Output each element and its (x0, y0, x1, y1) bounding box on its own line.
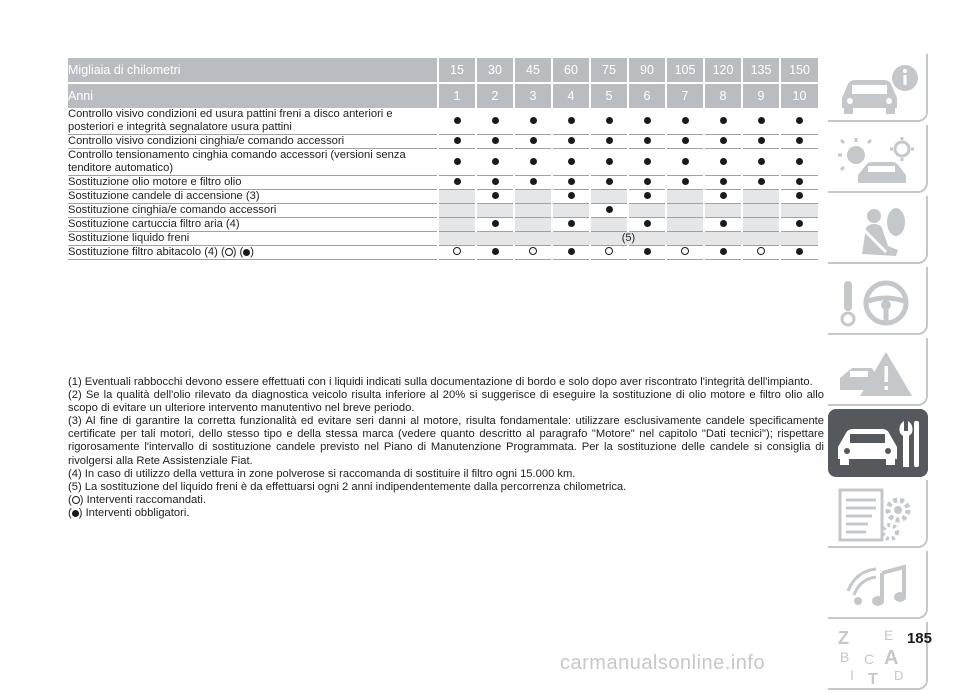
schedule-cell (590, 204, 628, 218)
maintenance-schedule-table (68, 58, 818, 260)
km-header-cell: 30 (476, 58, 514, 83)
schedule-cell (704, 246, 742, 260)
footnote-1: (1) Eventuali rabbocchi devono essere effettuati con i liquidi indicati sulla documentazione di bordo e solo dopo aver riscontrato l'integrità dell'impianto. (68, 376, 813, 388)
mandatory-dot-icon (568, 117, 575, 124)
schedule-cell (666, 190, 704, 204)
mandatory-dot-icon (758, 178, 765, 185)
operation-label-text: ) ( (232, 246, 244, 258)
schedule-cell (742, 246, 780, 260)
emergency-warning-icon (828, 338, 928, 406)
schedule-cell (590, 135, 628, 149)
mandatory-dot-icon (644, 137, 651, 144)
mandatory-dot-icon (644, 158, 651, 165)
schedule-cell (552, 149, 590, 176)
sidebar-tab-dashboard[interactable] (828, 125, 928, 193)
schedule-cell (780, 135, 818, 149)
legend-recommended-open: ( (68, 493, 72, 506)
mandatory-dot-icon (644, 248, 651, 255)
schedule-cell (628, 218, 666, 232)
car-info-icon (828, 54, 928, 122)
schedule-cell (628, 135, 666, 149)
km-header-cell: 45 (514, 58, 552, 83)
mandatory-dot-icon (796, 117, 803, 124)
sidebar-tab-technical-data[interactable] (828, 480, 928, 548)
footnotes (68, 376, 824, 520)
index-letter-c: C (864, 651, 875, 667)
year-header-cell: 4 (552, 83, 590, 108)
mandatory-dot-icon (720, 220, 727, 227)
schedule-cell (666, 218, 704, 232)
schedule-cell (514, 135, 552, 149)
mandatory-dot-icon (682, 117, 689, 124)
schedule-cell (476, 246, 514, 260)
schedule-cell (514, 218, 552, 232)
footnote-2: (2) Se la qualità dell'olio rilevato da diagnostica veicolo risulta inferiore al 20% si suggerisce di eseguire la sostituzione di olio motore e filtro olio allo scopo di evitare un ulteriore intervento manutentivo nel breve periodo. (68, 389, 824, 415)
schedule-cell (438, 108, 476, 135)
schedule-cell (438, 149, 476, 176)
mandatory-dot-icon (720, 137, 727, 144)
mandatory-dot-icon (720, 158, 727, 165)
legend-mandatory-text: ) Interventi obbligatori. (78, 506, 190, 519)
schedule-cell (438, 204, 476, 218)
schedule-cell (552, 176, 590, 190)
schedule-cell (438, 246, 476, 260)
year-header-cell: 2 (476, 83, 514, 108)
sidebar-tab-emergency[interactable] (828, 338, 928, 406)
year-header-cell: 10 (780, 83, 818, 108)
schedule-cell (666, 246, 704, 260)
schedule-cell (780, 149, 818, 176)
table-row (68, 204, 818, 218)
mandatory-dot-icon (720, 178, 727, 185)
filled-circle-icon (72, 510, 79, 517)
schedule-cell (704, 135, 742, 149)
km-header-cell: 15 (438, 58, 476, 83)
recommended-circle-icon (681, 247, 689, 255)
schedule-cell (666, 176, 704, 190)
table-row (68, 246, 818, 260)
index-letter-z: Z (838, 628, 849, 648)
schedule-cell (590, 149, 628, 176)
table-row (68, 190, 818, 204)
schedule-cell (514, 108, 552, 135)
schedule-cell (742, 204, 780, 218)
mandatory-dot-icon (492, 137, 499, 144)
schedule-cell (438, 135, 476, 149)
chapter-sidebar (828, 54, 928, 693)
table-row (68, 218, 818, 232)
footnote-5: (5) La sostituzione del liquido freni è da effettuarsi ogni 2 anni indipendentemente dalla percorrenza chilometrica. (68, 480, 627, 493)
legend-recommended-text: ) Interventi raccomandati. (79, 493, 206, 506)
operation-label: Controllo visivo condizioni cinghia/e comando accessori (68, 135, 438, 149)
watermark: carmanualsonline.info (560, 652, 766, 674)
footnote-4: (4) In caso di utilizzo della vettura in zone polverose si raccomanda di sostituire il filtro ogni 15.000 km. (68, 467, 576, 480)
mandatory-dot-icon (568, 220, 575, 227)
schedule-cell (438, 176, 476, 190)
sidebar-tab-safety[interactable] (828, 196, 928, 264)
schedule-cell (628, 246, 666, 260)
year-header-cell: 9 (742, 83, 780, 108)
mandatory-dot-icon (530, 117, 537, 124)
mandatory-dot-icon (454, 137, 461, 144)
legend-recommended (68, 494, 824, 507)
safety-airbag-icon (828, 196, 928, 264)
km-header-cell: 105 (666, 58, 704, 83)
table-row (68, 135, 818, 149)
km-header-cell: 150 (780, 58, 818, 83)
year-header-cell: 8 (704, 83, 742, 108)
schedule-cell (552, 246, 590, 260)
mandatory-dot-icon (644, 178, 651, 185)
schedule-cell (590, 218, 628, 232)
km-header-row (68, 58, 818, 83)
operation-label (68, 246, 438, 260)
mandatory-dot-icon (454, 117, 461, 124)
mandatory-dot-icon (568, 158, 575, 165)
mandatory-dot-icon (454, 178, 461, 185)
schedule-cell (742, 190, 780, 204)
schedule-cell (590, 176, 628, 190)
operation-label: Controllo tensionamento cinghia comando accessori (versioni senza tenditore automatico) (68, 149, 438, 176)
mandatory-dot-icon (758, 117, 765, 124)
steering-key-icon (828, 267, 928, 335)
schedule-cell (780, 204, 818, 218)
mandatory-dot-icon (720, 248, 727, 255)
sidebar-tab-starting-driving[interactable] (828, 267, 928, 335)
schedule-cell (704, 204, 742, 218)
year-header-cell: 1 (438, 83, 476, 108)
mandatory-dot-icon (492, 158, 499, 165)
km-header-cell: 60 (552, 58, 590, 83)
year-header-cell: 3 (514, 83, 552, 108)
index-letter-b: B (840, 649, 850, 665)
table-row (68, 108, 818, 135)
recommended-circle-icon (529, 247, 537, 255)
schedule-cell (476, 204, 514, 218)
years-header-label: Anni (68, 83, 438, 108)
mandatory-dot-icon (796, 192, 803, 199)
schedule-cell (514, 204, 552, 218)
operation-label: Sostituzione liquido freni (68, 232, 438, 246)
schedule-cell (476, 135, 514, 149)
schedule-cell (780, 176, 818, 190)
mandatory-dot-icon (530, 178, 537, 185)
schedule-cell (780, 190, 818, 204)
schedule-cell (514, 176, 552, 190)
operation-label-text: ) (250, 246, 254, 258)
mandatory-dot-icon (530, 137, 537, 144)
km-header-cell: 120 (704, 58, 742, 83)
schedule-cell (666, 108, 704, 135)
schedule-cell (628, 190, 666, 204)
sidebar-tab-car-info[interactable] (828, 54, 928, 122)
footnote-3: (3) Al fine di garantire la corretta funzionalità ed evitare seri danni al motore, risulta fondamentale: utilizzare esclusivamente candele specificamente certificate per tali motori, dello stesso tipo e della stessa marca (vedere quanto descritto al paragrafo "Motore" nel capitolo "Dati tecnici"); rispettare rigorosamente l'intervallo di sostituzione candele previsto nel Piano di Manutenzione Programmata. Per la sostituzione delle candele si consiglia di rivolgersi alla Rete Assistenziale Fiat. (68, 415, 824, 467)
mandatory-dot-icon (492, 178, 499, 185)
schedule-cell (590, 108, 628, 135)
schedule-cell (590, 190, 628, 204)
mandatory-dot-icon (492, 192, 499, 199)
multimedia-icon (828, 551, 928, 619)
mandatory-dot-icon (492, 220, 499, 227)
index-letter-e: E (884, 627, 894, 643)
schedule-cell (704, 176, 742, 190)
schedule-cell (742, 108, 780, 135)
schedule-cell (742, 149, 780, 176)
km-header-cell: 135 (742, 58, 780, 83)
schedule-cell (514, 149, 552, 176)
schedule-cell (742, 176, 780, 190)
schedule-cell (780, 108, 818, 135)
interval-note: (5) (438, 232, 818, 246)
schedule-cell (552, 190, 590, 204)
mandatory-dot-icon (606, 178, 613, 185)
schedule-cell (476, 190, 514, 204)
schedule-cell (476, 149, 514, 176)
dashboard-lights-icon (828, 125, 928, 193)
mandatory-dot-icon (606, 206, 613, 213)
mandatory-dot-icon (568, 192, 575, 199)
schedule-cell (552, 218, 590, 232)
open-circle-icon (72, 496, 80, 504)
schedule-cell (704, 190, 742, 204)
mandatory-dot-icon (682, 158, 689, 165)
operation-label: Sostituzione cinghia/e comando accessori (68, 204, 438, 218)
index-letter-a: A (884, 647, 899, 669)
year-header-cell: 5 (590, 83, 628, 108)
schedule-cell (476, 176, 514, 190)
legend-mandatory-open: ( (68, 506, 72, 519)
schedule-cell (476, 218, 514, 232)
schedule-cell (628, 176, 666, 190)
schedule-cell (704, 149, 742, 176)
mandatory-dot-icon (720, 192, 727, 199)
km-header-label: Migliaia di chilometri (68, 58, 438, 83)
schedule-cell (514, 246, 552, 260)
open-circle-icon (225, 248, 233, 256)
mandatory-dot-icon (568, 137, 575, 144)
mandatory-dot-icon (492, 117, 499, 124)
schedule-cell (704, 218, 742, 232)
mandatory-dot-icon (606, 158, 613, 165)
technical-data-icon (828, 480, 928, 548)
schedule-cell (742, 218, 780, 232)
mandatory-dot-icon (454, 158, 461, 165)
page-number: 185 (906, 630, 932, 647)
operation-label-text: Sostituzione filtro abitacolo (4) ( (68, 246, 225, 258)
recommended-circle-icon (605, 247, 613, 255)
mandatory-dot-icon (758, 137, 765, 144)
km-header-cell: 75 (590, 58, 628, 83)
mandatory-dot-icon (682, 178, 689, 185)
mandatory-dot-icon (796, 248, 803, 255)
schedule-cell (780, 218, 818, 232)
schedule-cell (438, 190, 476, 204)
mandatory-dot-icon (606, 137, 613, 144)
year-header-cell: 7 (666, 83, 704, 108)
operation-label: Sostituzione olio motore e filtro olio (68, 176, 438, 190)
schedule-cell (552, 108, 590, 135)
mandatory-dot-icon (644, 117, 651, 124)
schedule-cell (666, 204, 704, 218)
schedule-cell (628, 108, 666, 135)
mandatory-dot-icon (796, 220, 803, 227)
mandatory-dot-icon (796, 178, 803, 185)
sidebar-tab-maintenance[interactable] (828, 409, 928, 477)
schedule-cell (704, 108, 742, 135)
table-row (68, 176, 818, 190)
table-row (68, 149, 818, 176)
operation-label: Sostituzione cartuccia filtro aria (4) (68, 218, 438, 232)
mandatory-dot-icon (568, 178, 575, 185)
schedule-cell (438, 218, 476, 232)
mandatory-dot-icon (568, 248, 575, 255)
schedule-cell (552, 204, 590, 218)
mandatory-dot-icon (644, 220, 651, 227)
mandatory-dot-icon (530, 158, 537, 165)
years-header-row (68, 83, 818, 108)
operation-label: Sostituzione candele di accensione (3) (68, 190, 438, 204)
mandatory-dot-icon (644, 192, 651, 199)
year-header-cell: 6 (628, 83, 666, 108)
schedule-cell (780, 246, 818, 260)
schedule-cell (666, 135, 704, 149)
mandatory-dot-icon (796, 137, 803, 144)
schedule-cell (742, 135, 780, 149)
schedule-cell (476, 108, 514, 135)
legend-mandatory (68, 507, 824, 520)
mandatory-dot-icon (606, 117, 613, 124)
schedule-cell (590, 246, 628, 260)
mandatory-dot-icon (492, 248, 499, 255)
km-header-cell: 90 (628, 58, 666, 83)
schedule-cell (552, 135, 590, 149)
index-letter-i: I (850, 667, 854, 683)
mandatory-dot-icon (720, 117, 727, 124)
schedule-cell (666, 149, 704, 176)
car-maintenance-icon (828, 409, 928, 477)
mandatory-dot-icon (796, 158, 803, 165)
mandatory-dot-icon (758, 158, 765, 165)
index-letter-t: T (868, 671, 878, 688)
schedule-cell (628, 149, 666, 176)
table-row (68, 232, 818, 246)
operation-label: Controllo visivo condizioni ed usura pattini freni a disco anteriori e posteriori e integrità segnalatore usura pattini (68, 108, 438, 135)
mandatory-dot-icon (682, 137, 689, 144)
sidebar-tab-multimedia[interactable] (828, 551, 928, 619)
schedule-cell (628, 204, 666, 218)
recommended-circle-icon (453, 247, 461, 255)
schedule-cell (514, 190, 552, 204)
recommended-circle-icon (757, 247, 765, 255)
index-letter-d: D (894, 668, 904, 683)
